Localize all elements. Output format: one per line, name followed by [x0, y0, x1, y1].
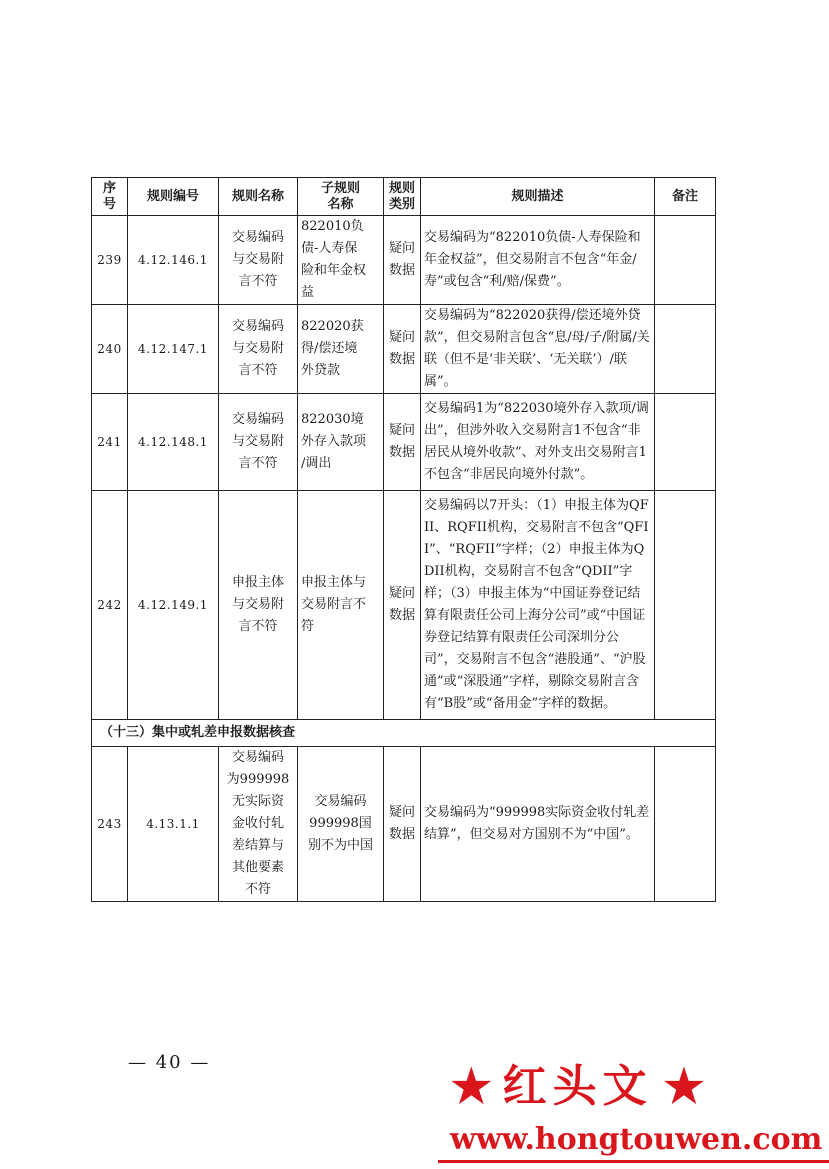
row-sub-rule-name: 822020获 得/偿还境 外贷款: [298, 305, 384, 394]
row-rule-category: 疑问 数据: [384, 216, 421, 305]
row-rule-category: 疑问 数据: [384, 747, 421, 902]
row-rule-description: 交易编码为“822020获得/偿还境外贷款”，但交易附言包含“息/母/子/附属/关联（但不是‘非关联’、‘无关联’）/联属”。: [421, 305, 655, 394]
watermark-title: [448, 1052, 829, 1122]
table-row: [92, 216, 716, 305]
row-rule-code: 4.12.149.1: [128, 491, 219, 720]
row-sub-rule-name: 822010负 债-人寿保 险和年金权 益: [298, 216, 384, 305]
row-remark: [655, 747, 716, 902]
row-remark: [655, 394, 716, 491]
row-sub-rule-name: 申报主体与 交易附言不 符: [298, 491, 384, 720]
row-serial-no: 243: [92, 747, 128, 902]
header-rule-name: 规则名称: [219, 178, 298, 216]
row-serial-no: 241: [92, 394, 128, 491]
section-heading: （十三）集中或轧差申报数据核查: [92, 720, 716, 747]
header-rule-code: 规则编号: [128, 178, 219, 216]
row-rule-name: 交易编码 为999998 无实际资 金收付轧 差结算与 其他要素 不符: [219, 747, 298, 902]
row-rule-name: 申报主体 与交易附 言不符: [219, 491, 298, 720]
table-row: [92, 747, 716, 902]
row-serial-no: 242: [92, 491, 128, 720]
watermark-title-text: 红头文: [502, 1061, 653, 1112]
row-rule-code: 4.13.1.1: [128, 747, 219, 902]
row-rule-name: 交易编码 与交易附 言不符: [219, 305, 298, 394]
watermark-underline: [438, 1160, 829, 1163]
row-rule-description: 交易编码为“999998实际资金收付轧差结算”，但交易对方国别不为“中国”。: [421, 747, 655, 902]
row-rule-description: 交易编码为“822010负债-人寿保险和年金权益”，但交易附言不包含“年金/寿”或包含“利/赔/保费”。: [421, 216, 655, 305]
row-remark: [655, 491, 716, 720]
table-header-row: [92, 178, 716, 216]
page-number: — 40 —: [128, 1052, 211, 1073]
row-remark: [655, 216, 716, 305]
star-icon: ★: [448, 1057, 495, 1117]
row-rule-category: 疑问 数据: [384, 394, 421, 491]
row-rule-code: 4.12.146.1: [128, 216, 219, 305]
row-rule-name: 交易编码 与交易附 言不符: [219, 216, 298, 305]
header-sub-rule-name: 子规则 名称: [298, 178, 384, 216]
row-rule-description: 交易编码以7开头：（1）申报主体为QFII、RQFII机构，交易附言不包含“QFII”、“RQFII”字样；（2）申报主体为QDII机构，交易附言不包含“QDII”字样；（3）申报主体为“中国证券登记结算有限责任公司上海分公司”或“中国证券登记结算有限责任公司深圳分公司”，交易附言不包含“港股通”、“沪股通”或“深股通”字样，剔除交易附言含有“B股”或“备用金”字样的数据。: [421, 491, 655, 720]
table-row: [92, 491, 716, 720]
table-row: [92, 305, 716, 394]
row-rule-name: 交易编码 与交易附 言不符: [219, 394, 298, 491]
star-icon: ★: [660, 1057, 708, 1117]
row-sub-rule-name: 交易编码 999998国 别不为中国: [298, 747, 384, 902]
row-rule-category: 疑问 数据: [384, 491, 421, 720]
row-rule-code: 4.12.147.1: [128, 305, 219, 394]
watermark-url: www.hongtouwen.com: [450, 1122, 823, 1157]
row-rule-category: 疑问 数据: [384, 305, 421, 394]
row-serial-no: 240: [92, 305, 128, 394]
header-rule-category: 规则 类别: [384, 178, 421, 216]
row-rule-code: 4.12.148.1: [128, 394, 219, 491]
header-rule-description: 规则描述: [421, 178, 655, 216]
row-serial-no: 239: [92, 216, 128, 305]
row-rule-description: 交易编码1为“822030境外存入款项/调出”，但涉外收入交易附言1不包含“非居民从境外收款”、对外支出交易附言1不包含“非居民向境外付款”。: [421, 394, 655, 491]
section-heading-row: [92, 720, 716, 747]
rules-table: [91, 177, 716, 902]
table-row: [92, 394, 716, 491]
header-remark: 备注: [655, 178, 716, 216]
row-remark: [655, 305, 716, 394]
header-serial-no: 序 号: [92, 178, 128, 216]
row-sub-rule-name: 822030境 外存入款项 /调出: [298, 394, 384, 491]
watermark-logo: [438, 1052, 829, 1169]
